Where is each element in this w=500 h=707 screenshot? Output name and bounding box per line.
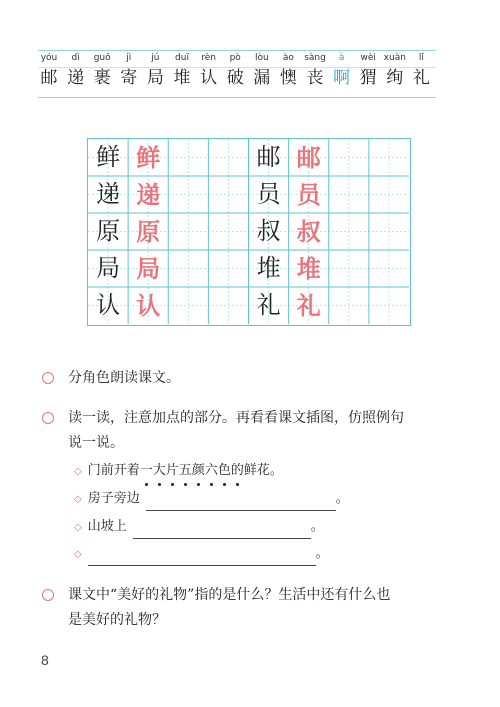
pinyin-word [116, 51, 142, 91]
hanzi-character: 寄 [120, 68, 138, 88]
pinyin-text: ào [282, 53, 294, 63]
example-1-dotted-phrase [140, 463, 244, 478]
diamond-bullet-icon: ◇ [74, 494, 82, 505]
model-character: 员 [256, 180, 281, 208]
trace-character: 员 [296, 180, 321, 209]
example-sentence-1 [74, 460, 434, 483]
hanzi-character: 局 [146, 68, 164, 88]
pinyin-vocabulary-band [38, 50, 436, 98]
pinyin-text: sàng [304, 53, 326, 63]
example-1-prefix: 门前开着 [87, 463, 140, 478]
task-3-text-line1: 课文中“美好的礼物”指的是什么？生活中还有什么也 [68, 587, 391, 603]
pinyin-text: lǐ [418, 53, 424, 63]
diamond-bullet-icon: ◇ [74, 466, 82, 477]
task-circle-icon [42, 412, 54, 424]
emphasis-dot-character: 色 [218, 460, 231, 482]
page-number: 8 [41, 652, 49, 668]
pinyin-text: jì [126, 53, 132, 63]
example-2-prefix: 房子旁边 [87, 491, 140, 506]
pinyin-word [382, 51, 408, 91]
trace-character: 礼 [296, 291, 321, 320]
pinyin-text: à [338, 53, 345, 63]
hanzi-character: 漏 [253, 68, 271, 88]
model-character: 邮 [256, 143, 281, 171]
model-character: 原 [96, 217, 121, 245]
emphasis-dot-character: 五 [179, 460, 192, 482]
emphasis-dot-character: 片 [166, 460, 179, 482]
emphasis-dot-character: 颜 [192, 460, 205, 482]
task-circle-icon [42, 589, 54, 601]
emphasis-dot-character: 六 [205, 460, 218, 482]
task-3 [52, 583, 452, 633]
pinyin-text: duī [175, 53, 189, 63]
emphasis-dot-character: 的 [231, 460, 244, 482]
example-sentence-2 [74, 488, 434, 511]
model-character: 递 [96, 180, 121, 208]
hanzi-character: 猬 [359, 68, 377, 88]
hanzi-character: 邮 [40, 68, 58, 88]
trace-character: 递 [136, 180, 161, 209]
pinyin-text: yóu [40, 53, 58, 63]
hanzi-character: 礼 [412, 68, 430, 88]
model-character: 礼 [256, 291, 281, 319]
example-3-prefix: 山坡上 [87, 519, 127, 534]
example-sentence-4 [74, 543, 434, 566]
example-sentence-3 [74, 516, 434, 539]
pinyin-text: rèn [201, 53, 216, 63]
model-character: 认 [96, 291, 121, 319]
pinyin-word [36, 51, 62, 91]
pinyin-word [302, 51, 328, 91]
fill-blank-line-3[interactable] [133, 524, 311, 539]
character-writing-grid [87, 138, 411, 326]
pinyin-text: wèi [360, 53, 376, 63]
pinyin-word [196, 51, 222, 91]
hanzi-character: 认 [200, 68, 218, 88]
pinyin-word [275, 51, 301, 91]
example-4-period: 。 [315, 546, 329, 561]
hanzi-character: 丧 [306, 68, 324, 88]
example-1-suffix: 鲜花。 [243, 463, 283, 478]
diamond-bullet-icon: ◇ [74, 522, 82, 533]
pinyin-text: lòu [254, 53, 269, 63]
model-character: 堆 [256, 254, 281, 282]
trace-character: 叔 [296, 217, 321, 246]
fill-blank-line-4[interactable] [88, 551, 316, 566]
hanzi-character: 绚 [386, 68, 404, 88]
example-2-period: 。 [335, 491, 349, 506]
model-character: 鲜 [96, 143, 121, 171]
example-3-period: 。 [310, 519, 324, 534]
pinyin-word [329, 51, 355, 91]
hanzi-character: 递 [67, 68, 85, 88]
pinyin-word [169, 51, 195, 91]
pinyin-text: dì [71, 53, 80, 63]
model-character: 局 [96, 254, 121, 282]
pinyin-text: pò [229, 53, 241, 63]
pinyin-word [408, 51, 434, 91]
trace-character: 原 [136, 217, 161, 246]
trace-character: 认 [136, 291, 161, 320]
model-character: 叔 [256, 217, 281, 245]
task-3-text-line2: 是美好的礼物？ [68, 612, 166, 628]
emphasis-dot-character: 大 [153, 460, 166, 482]
pinyin-word [222, 51, 248, 91]
pinyin-word [89, 51, 115, 91]
hanzi-character: 懊 [279, 68, 297, 88]
trace-character: 局 [136, 254, 161, 283]
pinyin-word [249, 51, 275, 91]
hanzi-character: 堆 [173, 68, 191, 88]
hanzi-character: 啊 [333, 68, 351, 88]
emphasis-dot-character: 一 [140, 460, 153, 482]
fill-blank-line-2[interactable] [146, 496, 336, 511]
task-2-text-line1: 读一读，注意加点的部分。再看看课文插图，仿照例句 [68, 410, 404, 426]
trace-character: 邮 [296, 143, 321, 172]
pinyin-word [63, 51, 89, 91]
hanzi-character: 破 [226, 68, 244, 88]
trace-character: 堆 [296, 254, 321, 283]
task-1 [52, 366, 452, 391]
pinyin-word [142, 51, 168, 91]
pinyin-text: xuàn [383, 53, 406, 63]
diamond-bullet-icon: ◇ [74, 549, 82, 560]
task-circle-icon [42, 372, 54, 384]
hanzi-character: 裹 [93, 68, 111, 88]
pinyin-text: jú [151, 53, 160, 63]
task-2-text-line2: 说一说。 [68, 435, 124, 451]
task-2 [52, 406, 452, 456]
pinyin-text: guǒ [93, 53, 111, 63]
pinyin-word [355, 51, 381, 91]
trace-character: 鲜 [136, 143, 161, 172]
task-1-text: 分角色朗读课文。 [68, 370, 180, 386]
